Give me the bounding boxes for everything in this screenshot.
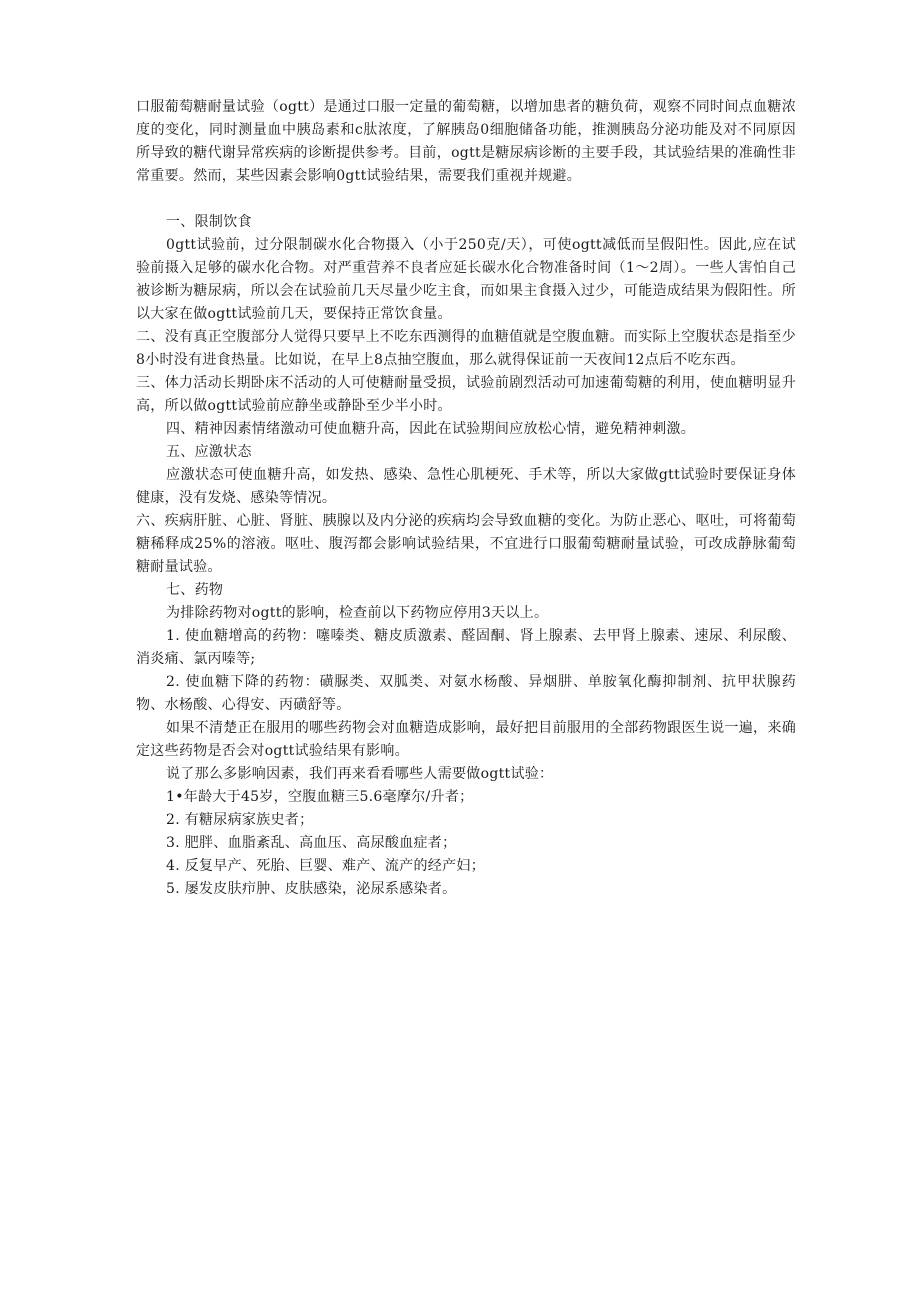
paragraph-drugs-intro: 为排除药物对ogtt的影响，检查前以下药物应停用3天以上。 xyxy=(166,605,549,621)
section-heading-stress: 五、应激状态 xyxy=(166,444,252,460)
paragraph-activity: 三、体力活动长期卧床不活动的人可使糖耐量受损，试验前剧烈活动可加速葡萄糖的利用，使血糖明显升高，所以做ogtt试验前应静坐或静卧至少半小时。 xyxy=(136,375,796,414)
list-item-age: 1•年龄大于45岁，空腹血糖三5.6毫摩尔/升者； xyxy=(166,789,474,805)
list-item-drugs-raise: 1. 使血糖增高的药物：噻嗪类、糖皮质激素、醛固酮、肾上腺素、去甲肾上腺素、速尿、利尿酸、消炎痛、氯丙嗪等; xyxy=(136,628,796,667)
paragraph-fasting: 二、没有真正空腹部分人觉得只要早上不吃东西测得的血糖值就是空腹血糖。而实际上空腹状态是指至少8小时没有进食热量。比如说，在早上8点抽空腹血，那么就得保证前一天夜间12点后不吃东西。 xyxy=(136,329,796,368)
paragraph-mental: 四、精神因素情绪激动可使血糖升高，因此在试验期间应放松心情，避免精神刺激。 xyxy=(166,421,696,437)
section-heading-diet: 一、限制饮食 xyxy=(166,214,252,230)
paragraph-who-needs: 说了那么多影响因素，我们再来看看哪些人需要做ogtt试验： xyxy=(166,766,554,782)
list-item-drugs-lower: 2. 使血糖下降的药物：磺脲类、双胍类、对氨水杨酸、异烟肼、单胺氧化酶抑制剂、抗甲状腺药物、水杨酸、心得安、丙磺舒等。 xyxy=(136,674,796,713)
paragraph-stress: 应激状态可使血糖升高，如发热、感染、急性心肌梗死、手术等，所以大家做gtt试验时要保证身体健康，没有发烧、感染等情况。 xyxy=(136,467,796,506)
list-item-family-history: 2. 有糖尿病家族史者； xyxy=(166,812,314,828)
intro-paragraph: 口服葡萄糖耐量试验（ogtt）是通过口服一定量的葡萄糖，以增加患者的糖负荷，观察不同时间点血糖浓度的变化，同时测量血中胰岛素和c肽浓度，了解胰岛0细胞储备功能，推测胰岛分泌功能及对不同原因所导致的糖代谢异常疾病的诊断提供参考。目前，ogtt是糖尿病诊断的主要手段，其试验结果的准确性非常重要。然而，某些因素会影响0gtt试验结果，需要我们重视并规避。 xyxy=(136,99,796,184)
section-heading-drugs: 七、药物 xyxy=(166,582,224,598)
paragraph-disease: 六、疾病肝脏、心脏、肾脏、胰腺以及内分泌的疾病均会导致血糖的变化。为防止恶心、呕吐，可将葡萄糖稀释成25%的溶液。呕吐、腹泻都会影响试验结果，不宜进行口服葡萄糖耐量试验，可改成静脉葡萄糖耐量试验。 xyxy=(136,513,796,575)
paragraph-diet: 0gtt试验前，过分限制碳水化合物摄入（小于250克/天），可使ogtt减低而呈假阳性。因此,应在试验前摄入足够的碳水化合物。对严重营养不良者应延长碳水化合物准备时间（1～2周）。一些人害怕自己被诊断为糖尿病，所以会在试验前几天尽量少吃主食，而如果主食摄入过少，可能造成结果为假阳性。所以大家在做ogtt试验前几天，要保持正常饮食量。 xyxy=(136,237,796,322)
paragraph-drugs-advice: 如果不清楚正在服用的哪些药物会对血糖造成影响，最好把目前服用的全部药物跟医生说一遍，来确定这些药物是否会对ogtt试验结果有影响。 xyxy=(136,720,796,759)
list-item-pregnancy: 4. 反复早产、死胎、巨婴、难产、流产的经产妇； xyxy=(166,858,486,874)
list-item-infection: 5. 屡发皮肤疖肿、皮肤感染，泌尿系感染者。 xyxy=(166,881,457,897)
list-item-obesity: 3. 肥胖、血脂紊乱、高血压、高尿酸血症者； xyxy=(166,835,457,851)
document-page xyxy=(136,96,796,901)
